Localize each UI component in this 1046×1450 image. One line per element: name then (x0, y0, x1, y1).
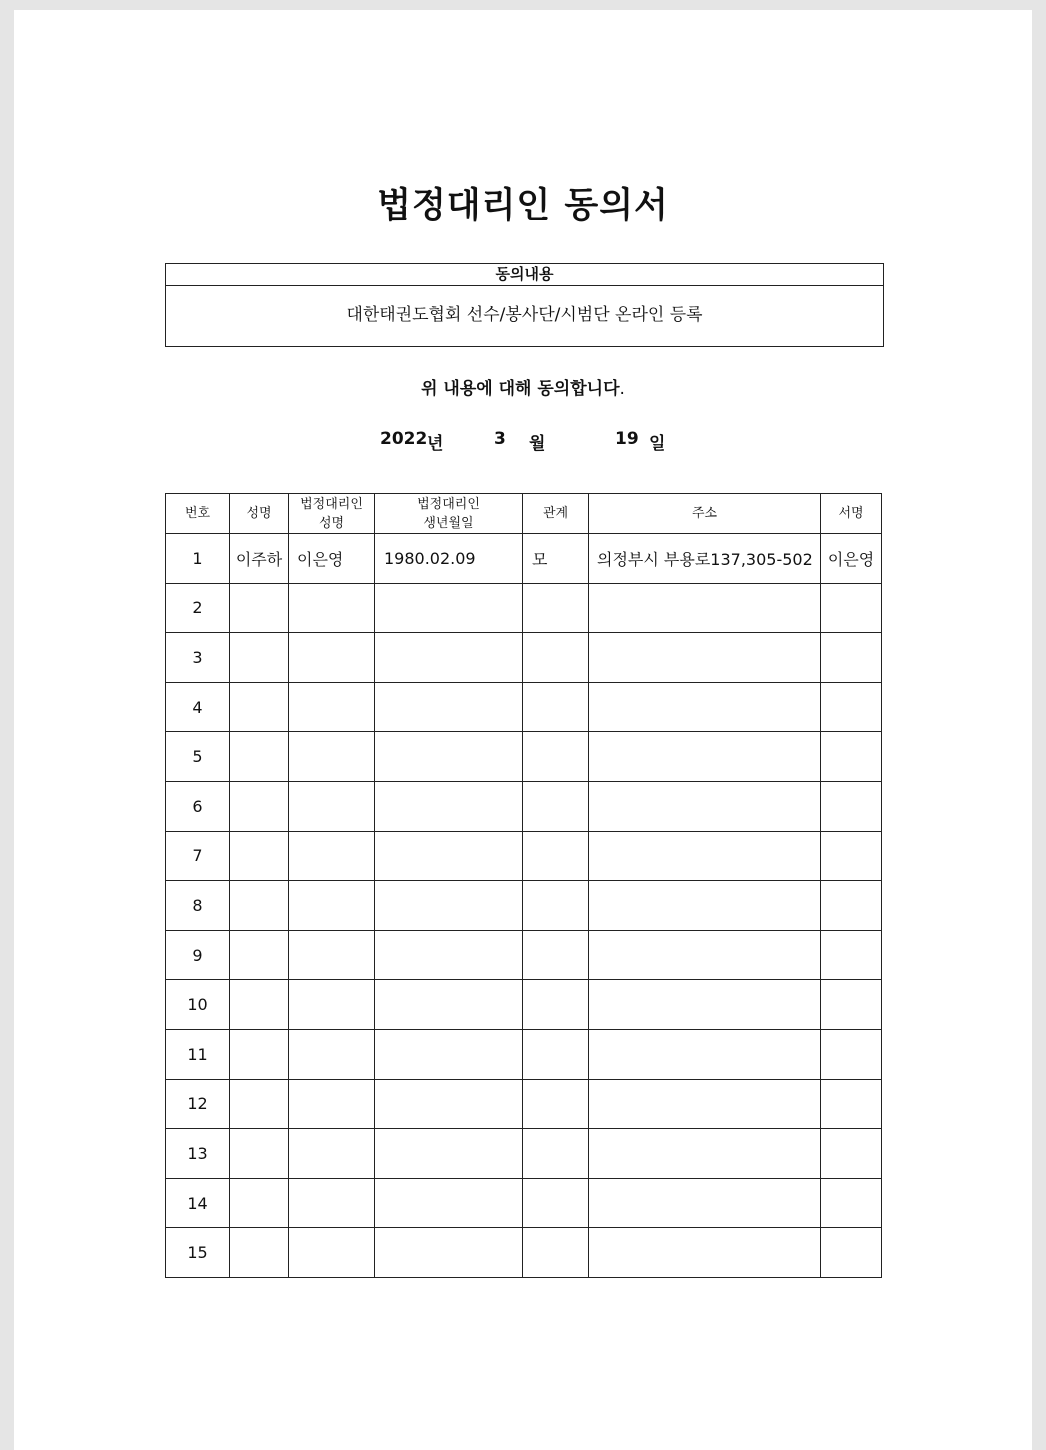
row-guardian-name (289, 1178, 375, 1228)
row-name (230, 633, 289, 683)
date-day-unit: 일 (649, 434, 666, 454)
row-guardian-birth (375, 781, 523, 831)
row-guardian-name (289, 682, 375, 732)
table-row (166, 633, 882, 683)
row-signature (821, 682, 882, 732)
row-signature (821, 1079, 882, 1129)
header-number: 번호 (166, 494, 230, 534)
date-year-unit: 년 (427, 434, 444, 454)
row-guardian-birth (375, 732, 523, 782)
row-relation (523, 682, 589, 732)
row-guardian-birth (375, 633, 523, 683)
header-guardian-birth (375, 494, 523, 534)
row-signature (821, 831, 882, 881)
table-row (166, 1178, 882, 1228)
date-year: 2022 (380, 429, 428, 449)
row-guardian-name (289, 1228, 375, 1278)
header-guardian-birth-line1: 법정대리인 (417, 496, 480, 512)
row-name: 이주하 (230, 534, 289, 584)
row-guardian-name (289, 930, 375, 980)
row-address (589, 583, 821, 633)
row-name (230, 781, 289, 831)
row-signature (821, 1228, 882, 1278)
row-address: 의정부시 부용로137,305-502 (589, 534, 821, 584)
row-guardian-birth (375, 583, 523, 633)
table-row (166, 831, 882, 881)
header-guardian-name-line2: 성명 (318, 515, 345, 531)
row-number: 13 (166, 1129, 230, 1179)
row-name (230, 1079, 289, 1129)
row-number: 10 (166, 980, 230, 1030)
row-relation (523, 831, 589, 881)
row-signature: 이은영 (821, 534, 882, 584)
row-name (230, 980, 289, 1030)
consent-header: 동의내용 (166, 264, 883, 286)
row-address (589, 781, 821, 831)
row-guardian-birth (375, 1079, 523, 1129)
row-name (230, 1178, 289, 1228)
row-guardian-name (289, 1029, 375, 1079)
row-guardian-name (289, 781, 375, 831)
header-name: 성명 (230, 494, 289, 534)
table-header-row (166, 494, 882, 534)
row-number: 12 (166, 1079, 230, 1129)
row-number: 11 (166, 1029, 230, 1079)
row-guardian-name (289, 732, 375, 782)
row-relation (523, 633, 589, 683)
row-number: 2 (166, 583, 230, 633)
table-body (166, 534, 882, 1278)
row-relation (523, 881, 589, 931)
row-signature (821, 1129, 882, 1179)
agreement-period: . (619, 379, 625, 399)
date-month-unit: 월 (529, 434, 546, 454)
row-relation (523, 1129, 589, 1179)
row-guardian-birth (375, 831, 523, 881)
document-page (14, 10, 1032, 1450)
row-number: 6 (166, 781, 230, 831)
row-relation (523, 980, 589, 1030)
row-number: 1 (166, 534, 230, 584)
row-name (230, 831, 289, 881)
row-relation (523, 1079, 589, 1129)
document-title: 법정대리인 동의서 (377, 186, 669, 226)
row-relation (523, 1029, 589, 1079)
row-relation (523, 781, 589, 831)
row-name (230, 1129, 289, 1179)
row-name (230, 930, 289, 980)
row-address (589, 831, 821, 881)
row-address (589, 1029, 821, 1079)
guardian-table (165, 493, 882, 1278)
row-number: 8 (166, 881, 230, 931)
row-address (589, 682, 821, 732)
row-signature (821, 881, 882, 931)
row-relation (523, 583, 589, 633)
row-number: 7 (166, 831, 230, 881)
row-guardian-birth (375, 1178, 523, 1228)
row-guardian-birth (375, 1129, 523, 1179)
row-signature (821, 1029, 882, 1079)
row-number: 5 (166, 732, 230, 782)
row-name (230, 583, 289, 633)
row-guardian-birth (375, 881, 523, 931)
row-guardian-birth (375, 1228, 523, 1278)
row-address (589, 930, 821, 980)
table-row (166, 930, 882, 980)
row-address (589, 1228, 821, 1278)
row-number: 4 (166, 682, 230, 732)
row-signature (821, 583, 882, 633)
date-month: 3 (494, 429, 506, 449)
row-guardian-name (289, 633, 375, 683)
consent-box (165, 263, 884, 347)
row-guardian-name (289, 583, 375, 633)
row-signature (821, 781, 882, 831)
table-row (166, 980, 882, 1030)
row-name (230, 1029, 289, 1079)
row-guardian-name (289, 831, 375, 881)
row-guardian-name: 이은영 (289, 534, 375, 584)
table-row (166, 1029, 882, 1079)
row-name (230, 1228, 289, 1278)
row-relation: 모 (523, 534, 589, 584)
row-name (230, 682, 289, 732)
header-guardian-name-line1: 법정대리인 (300, 496, 363, 512)
row-address (589, 1178, 821, 1228)
row-guardian-birth (375, 980, 523, 1030)
agreement-text: 위 내용에 대해 동의합니다 (421, 379, 620, 399)
row-relation (523, 1228, 589, 1278)
table-row (166, 534, 882, 584)
row-address (589, 732, 821, 782)
row-address (589, 633, 821, 683)
date-day: 19 (615, 429, 639, 449)
header-guardian-birth-line2: 생년월일 (423, 515, 474, 531)
table-row (166, 1228, 882, 1278)
row-signature (821, 1178, 882, 1228)
header-signature: 서명 (821, 494, 882, 534)
row-relation (523, 732, 589, 782)
row-signature (821, 980, 882, 1030)
table-row (166, 1129, 882, 1179)
row-guardian-name (289, 1129, 375, 1179)
row-signature (821, 633, 882, 683)
row-signature (821, 732, 882, 782)
table-row (166, 732, 882, 782)
table-row (166, 781, 882, 831)
row-guardian-name (289, 980, 375, 1030)
agreement-statement (14, 374, 1032, 399)
table-row (166, 682, 882, 732)
row-guardian-birth: 1980.02.09 (375, 534, 523, 584)
row-number: 15 (166, 1228, 230, 1278)
header-address: 주소 (589, 494, 821, 534)
row-address (589, 881, 821, 931)
row-guardian-birth (375, 1029, 523, 1079)
row-guardian-birth (375, 930, 523, 980)
header-guardian-name (289, 494, 375, 534)
row-name (230, 732, 289, 782)
row-address (589, 1129, 821, 1179)
consent-content: 대한태권도협회 선수/봉사단/시범단 온라인 등록 (346, 305, 703, 325)
row-signature (821, 930, 882, 980)
row-address (589, 980, 821, 1030)
row-relation (523, 1178, 589, 1228)
table-row (166, 1079, 882, 1129)
table-row (166, 583, 882, 633)
row-number: 9 (166, 930, 230, 980)
row-name (230, 881, 289, 931)
row-number: 14 (166, 1178, 230, 1228)
row-relation (523, 930, 589, 980)
row-guardian-name (289, 1079, 375, 1129)
row-guardian-birth (375, 682, 523, 732)
table-row (166, 881, 882, 931)
row-address (589, 1079, 821, 1129)
header-relation: 관계 (523, 494, 589, 534)
row-guardian-name (289, 881, 375, 931)
row-number: 3 (166, 633, 230, 683)
